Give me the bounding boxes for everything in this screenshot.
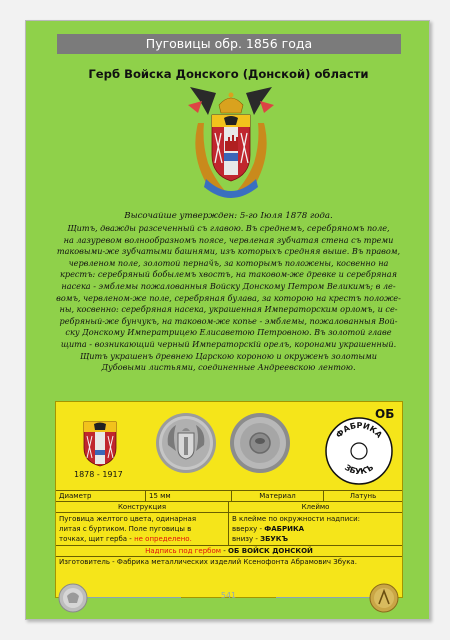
- page-number: 541: [220, 591, 237, 600]
- stamp-line-value: ФАБРИКА: [264, 525, 305, 533]
- maker-text: Изготовитель - Фабрика металлических изделий Ксенофонта Абрамович Збука.: [59, 558, 357, 566]
- gold-coin-icon: [369, 583, 399, 613]
- table-row: [56, 501, 402, 512]
- small-coat-of-arms-icon: [80, 418, 120, 468]
- undetermined-note: не определено.: [134, 535, 192, 543]
- section-heading: Герб Войска Донского (Донской) области: [88, 67, 369, 81]
- stamp-text: [229, 513, 402, 545]
- diameter-label: Диаметр: [56, 491, 146, 501]
- inscription-value: ОБ ВОЙСК ДОНСКОЙ: [228, 547, 313, 555]
- construction-line: Пуговица желтого цвета, одинарная: [59, 515, 197, 523]
- description-line: Щитъ украшенъ древнею Царскою короною и окруженъ золотыми: [80, 350, 377, 361]
- page: [25, 20, 430, 620]
- stamp-line: [232, 524, 399, 534]
- description-line: червленом поле, золотой пернач̆ъ, за которымъ положены, косвенно на: [68, 257, 389, 268]
- construction-line-text: точках, щит герба -: [59, 535, 135, 543]
- description-line: ребряный-же бунчукъ, на таковом-же копье - эмблемы, пожалованныя Вой-: [59, 315, 398, 326]
- description-line: ны, косвенно: серебряная насека, украшенная Императорским орломъ, и се-: [59, 304, 398, 315]
- description-line: вомъ, червленом-же поле, серебряная булава, за которою на крестъ положе-: [56, 292, 401, 303]
- construction-text: [56, 513, 229, 545]
- stamp-line-value: ЗБУКЪ: [260, 535, 289, 543]
- inscription-label: Надпись под гербом: [145, 547, 222, 555]
- stamp-line-label: вверху -: [232, 525, 265, 533]
- construction-header: Конструкция: [56, 502, 229, 512]
- stamp-line-label: внизу -: [232, 535, 261, 543]
- inscription: [56, 546, 402, 556]
- approval-date: Высочайше утвержден: 5-го Іюля 1878 года.: [124, 211, 333, 221]
- stamp-line: [232, 534, 399, 544]
- years-label: 1878 - 1917: [74, 470, 123, 479]
- stamp-bottom-text: ЗБУКЪ: [343, 462, 375, 477]
- stamp-line: В клейме по окружности надписи:: [232, 515, 361, 523]
- description-line: на лазуревом волнообразномъ поясе, червленая зубчатая стена съ треми: [63, 234, 394, 245]
- description-line: таковыми-же зубчатыми башнями, изъ которыхъ средняя выше. Въ правом,: [56, 246, 401, 257]
- inscription-dash: -: [221, 547, 229, 555]
- button-front-image: [154, 411, 218, 475]
- table-row: [56, 556, 402, 567]
- silver-coin-icon: [58, 583, 88, 613]
- description-line: Дубовыми листьями, соединенные Андреевскою лентою.: [101, 362, 356, 373]
- maker-stamp-diagram: [322, 414, 396, 488]
- stamp-top-text: ФАБРИКА: [334, 420, 384, 440]
- mark-badge: ОБ: [375, 407, 395, 421]
- description-line: щита - возникающий черный Императорскій орелъ, коронами украшенный.: [60, 338, 397, 349]
- material-label: Материал: [232, 491, 324, 501]
- material-value: Латунь: [349, 492, 377, 500]
- stamp-header: Клеймо: [301, 503, 330, 511]
- button-back-image: [228, 411, 292, 475]
- description-line: насека - эмблемы пожалованныя Войску Донскому Петром Великимъ; в ле-: [61, 280, 396, 291]
- table-row: [56, 512, 402, 545]
- table-row: [56, 490, 402, 501]
- page-title-bar: Пуговицы обр. 1856 года: [57, 34, 401, 54]
- description-line: ску Донскому Императрицею Елисаветою Петровною. Въ золотой главе: [65, 327, 392, 338]
- description-line: Щитъ, дважды разсеченный съ главою. Въ среднемъ, серебряномъ поле,: [67, 223, 390, 233]
- description-line: крестъ: серебряный бобылемъ хвостъ, на таковом-же древке и серебряная: [60, 269, 397, 280]
- coat-description: [56, 223, 401, 374]
- construction-line: [59, 534, 225, 544]
- button-info-card: [55, 401, 403, 598]
- construction-line: литая с буртиком. Поле пуговицы в: [59, 525, 192, 533]
- specs-table: [56, 490, 402, 567]
- diameter-value: 15 мм: [146, 491, 232, 501]
- table-row: [56, 545, 402, 556]
- coat-of-arms-image: [186, 83, 276, 209]
